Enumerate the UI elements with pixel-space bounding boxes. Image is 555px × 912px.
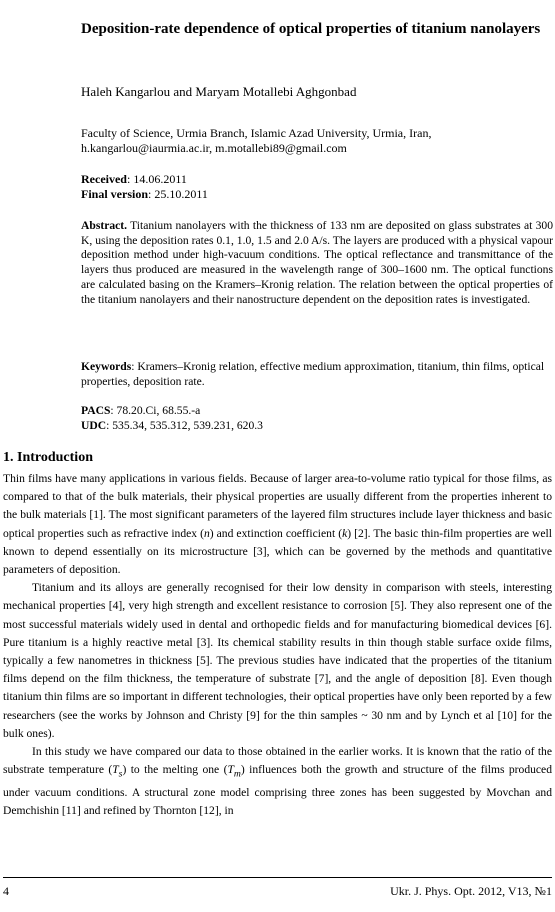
section-heading-introduction: 1. Introduction (3, 450, 93, 465)
udc-value: : 535.34, 535.312, 539.231, 620.3 (106, 418, 263, 432)
keywords-label: Keywords (81, 360, 132, 373)
symbol-ts: T (112, 763, 119, 777)
udc-line (81, 419, 263, 434)
authors: Haleh Kangarlou and Maryam Motallebi Aghgonbad (81, 84, 357, 99)
pacs-value: : 78.20.Ci, 68.55.-a (110, 404, 201, 417)
received-label: Received (81, 172, 127, 186)
pacs-line (81, 404, 263, 419)
affiliation: Faculty of Science, Urmia Branch, Islamic Azad University, Urmia, Iran, (81, 126, 432, 140)
received-value: : 14.06.2011 (126, 172, 187, 186)
introduction-body (3, 470, 552, 820)
emails: h.kangarlou@iaurmia.ac.ir, m.motallebi89@gmail.com (81, 141, 347, 155)
footer-rule (3, 877, 552, 878)
p1-text-a: Thin films have many applications in various fields. Because of larger area-to-volume ratio typical for those films, as compared to that of the bulk materials, their physical properties are usually different from the properties inherent to the bulk materials [1]. The most significant parameters of the layered film structures include layer thickness and basic optical properties such as refractive index ( (3, 472, 552, 540)
p1-text-c: ) [2]. The basic thin-film properties are well known to depend essentially on its microstructure [3], which can be governed by the methods and quantitative parameters of deposition. (3, 526, 552, 577)
paragraph-1 (3, 470, 552, 579)
udc-label: UDC (81, 418, 107, 432)
journal-reference: Ukr. J. Phys. Opt. 2012, V13, №1 (390, 884, 552, 898)
final-value: : 25.10.2011 (148, 187, 208, 201)
affiliation-block (81, 126, 541, 156)
symbol-n: n (203, 526, 210, 540)
symbol-tm: T (227, 763, 234, 777)
keywords (81, 360, 553, 389)
keywords-text: : Kramers–Kronig relation, effective medium approximation, titanium, thin films, optical properties, deposition rate. (81, 360, 545, 388)
symbol-ts-sub: s (118, 768, 123, 780)
dates-block (81, 172, 208, 202)
final-version-date (81, 187, 208, 202)
paragraph-3 (3, 743, 552, 820)
abstract-text: Titanium nanolayers with the thickness of 133 nm are deposited on glass substrates at 300 K, using the deposition rates 0.1, 1.0, 1.5 and 2.0 A/s. The layers are produced with a physical vapour deposition method under high-vacuum conditions. The optical reflectance and transmittance of the layers thus produced are measured in the wavelength range of 300–1600 nm. The optical functions are calculated basing on the Kramers–Kronig relation. The relation between the optical properties of the titanium nanolayers and their nanostructure dependent on the deposition rates is investigated. (81, 219, 553, 306)
final-label: Final version (81, 187, 149, 201)
symbol-tm-sub: m (233, 768, 241, 780)
symbol-k: k (342, 526, 348, 540)
p1-text-b: ) and extinction coefficient ( (209, 526, 343, 540)
classification-codes (81, 404, 263, 433)
p3-text-b: ) to the melting one ( (122, 763, 228, 777)
pacs-label: PACS (81, 404, 111, 417)
paragraph-2: Titanium and its alloys are generally recognised for their low density in comparison with steels, interesting mechanical properties [4], very high strength and excellent resistance to corrosion [5]. They also represent one of the most successful materials widely used in dental and orthopedic fields and for manufacturing biomedical devices [6]. Pure titanium is a highly reactive metal [3]. Its chemical stability results in thin though stable surface oxide films, typically a few nanometres in thickness [5]. The previous studies have indicated that the properties of the titanium films depend on the film thickness, the temperature of substrate [7], and the angle of deposition [8]. Even though titanium thin films are so important in different technologies, their optical properties have only been reported by a few researchers (see the works by Johnson and Christy [9] for the thin samples ~ 30 nm and by Lynch et al [10] for the bulk ones). (3, 581, 552, 740)
abstract (81, 219, 553, 307)
abstract-label: Abstract. (81, 219, 128, 232)
p3-text-c: ) influences both the growth and structure of the films produced under vacuum conditions. A structural zone model comprising three zones has been suggested by Movchan and Demchishin [11] and refined by Thornton [12], in (3, 763, 552, 817)
p3-text-a: In this study we have compared our data to those obtained in the earlier works. It is known that the ratio of the substrate temperature ( (3, 745, 552, 777)
paper-title: Deposition-rate dependence of optical properties of titanium nanolayers (81, 21, 541, 37)
received-date (81, 172, 208, 187)
page-number: 4 (3, 884, 9, 898)
